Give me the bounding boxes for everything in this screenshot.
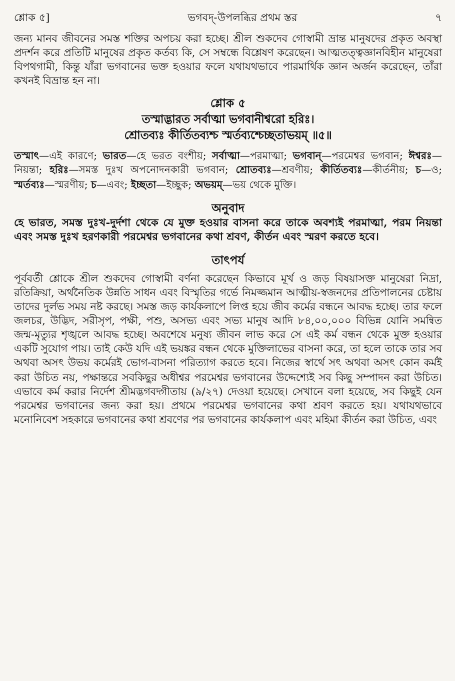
synonym-meaning: ও (431, 165, 439, 177)
translation-heading: অনুবাদ (211, 200, 245, 215)
synonym-word: হরিঃ (49, 165, 69, 177)
purport-heading: তাৎপর্য (211, 252, 245, 267)
chapter-title: ভগবদ্-উপলব্ধির প্রথম স্তর (187, 12, 298, 24)
synonym-meaning: ভয় থেকে মুক্তি (232, 179, 293, 191)
synonym-word: স্মর্তব্যঃ (14, 179, 45, 191)
synonym-meaning: শ্রবণীয় (281, 165, 310, 177)
synonym-word: শ্রোতব্যঃ (235, 165, 272, 177)
synonym-word: অভয়ম্ (194, 179, 223, 191)
running-head (14, 8, 442, 28)
synonym-meaning: কীর্তনীয় (372, 165, 405, 177)
synonym-meaning: পরমেশ্বর ভগবান (331, 151, 400, 163)
synonym-meaning: ইচ্ছুক (166, 179, 189, 191)
synonym-word: চ (91, 179, 97, 191)
synonym-meaning: নিয়ন্তা (14, 165, 39, 177)
synonym-meaning: হে ভরত বংশীয় (136, 151, 203, 163)
synonym-word: ইচ্ছতা (130, 179, 157, 191)
book-page (14, 8, 442, 673)
verse-heading: শ্লোক ৫ (210, 96, 246, 111)
page-number: ৭ (435, 12, 442, 24)
synonym-word: সর্বাত্মা (212, 151, 240, 163)
synonym-word: ঈশ্বরঃ (408, 151, 432, 163)
intro-paragraph: জন্য মানব জীবনের সমস্ত শক্তির অপচয় করা হচ্ছে। শ্রীল শুকদেব গোস্বামী ভ্রান্ত মানুষদের প্রকৃত অবস্থা প্রদর্শন করে প্রতিটি মানুষের প্রকৃত কর্তব্য কি, সে সম্বন্ধে বিশ্লেষণ করেছেন। আত্মতত্ত্বজ্ঞানবিহীন মানুষেরা বিপথগামী, কিন্তু যাঁরা ভগবানের ভক্ত হওয়ার ফলে যথাযথভাবে পারমার্থিক জ্ঞান অর্জন করেছেন, তাঁরা কখনই বিভ্রান্ত হন না। (14, 33, 442, 88)
verse-line: শ্রোতব্যঃ কীর্তিতব্যশ্চ স্মর্তব্যশ্চেচ্ছতাভয়ম্ ॥৫॥ (124, 128, 332, 143)
synonym-meaning: এই কারণে (49, 151, 94, 163)
translation-text: হে ভারত, সমস্ত দুঃখ-দুর্দশা থেকে যে মুক্ত হওয়ার বাসনা করে তাকে অবশ্যই পরমাত্মা, পরম নিয়ন্তা এবং সমস্ত দুঃখ হরণকারী পরমেশ্বর ভগবানের কথা শ্রবণ, কীর্তন এবং স্মরণ করতে হবে। (14, 216, 442, 244)
word-for-word-synonyms: তস্মাৎ—এই কারণে; ভারত—হে ভরত বংশীয়; সর্বাত্মা—পরমাত্মা; ভগবান্—পরমেশ্বর ভগবান; ঈশ্বরঃ—নিয়ন্তা; হরিঃ—সমস্ত দুঃখ অপনোদনকারী ভগবান; শ্রোতব্যঃ—শ্রবণীয়; কীর্তিতব্যঃ—কীর্তনীয়; চ—ও; স্মর্তব্যঃ—স্মরণীয়; চ—এবং; ইচ্ছতা—ইচ্ছুক; অভয়ম্—ভয় থেকে মুক্তি। (14, 151, 443, 191)
synonym-meaning: এবং (106, 179, 125, 191)
purport-text: পূর্ববর্তী শ্লোকে শ্রীল শুকদেব গোস্বামী বর্ণনা করেছেন কিভাবে মূর্খ ও জড় বিষয়াসক্ত মানুষেরা নিদ্রা, রতিক্রিয়া, অর্থনৈতিক উন্নতি সাধন এবং বিস্মৃতির গর্ভে নিমজ্জমান আত্মীয়-স্বজনদের প্রতিপালনের চেষ্টায় তাদের দুর্লভ সময় নষ্ট করছে। সমস্ত জড় কার্যকলাপে লিপ্ত হয়ে জীব কর্মের বন্ধনে আবদ্ধ হচ্ছে। তার ফলে জলচর, উদ্ভিদ, সরীসৃপ, পক্ষী, পশু, অসভ্য এবং সভ্য মানুষ আদি ৮৪,০০,০০০ বিভিন্ন যোনি সমন্বিত জন্ম-মৃত্যুর শৃঙ্খলে আবদ্ধ হচ্ছে। অবশেষে মনুষ্য জীবন লাভ করে সে এই কর্ম বন্ধন থেকে মুক্ত হওয়ার একটি সুযোগ পায়। তাই কেউ যদি এই ভয়ঙ্কর বন্ধন থেকে মুক্তিলাভের বাসনা করে, তা হলে তাকে তার সব অথবা অসৎ উভয় কর্মেরই ভোগ-বাসনা পরিত্যাগ করতে হবে। নিজের স্বার্থে সৎ অথবা অসৎ কোন কর্মই করা উচিত নয়, পক্ষান্তরে সবকিছুর অধীশ্বর পরমেশ্বর ভগবানের উদ্দেশ্যেই সব কিছু সম্পাদন করা উচিত। এভাবে কর্ম করার নির্দেশ শ্রীমদ্ভগবদ্গীতায় (৯/২৭) দেওয়া হয়েছে। সেখানে বলা হয়েছে, সব কিছুই যেন পরমেশ্বর ভগবানের জন্য করা হয়। প্রথমে পরমেশ্বর ভগবানের কথা শ্রবণ করতে হয়। যথাযথভাবে মনোনিবেশ সহকারে ভগবানের কথা শ্রবণের পর ভগবানের কার্যকলাপ এবং মহিমা কীর্তন করা উচিত, এবং (14, 272, 442, 426)
synonym-word: কীর্তিতব্যঃ (320, 165, 363, 177)
synonym-meaning: স্মরণীয় (54, 179, 85, 191)
synonym-word: ভারত (102, 151, 127, 163)
synonym-word: তস্মাৎ (14, 151, 40, 163)
synonym-word: ভগবান্ (292, 151, 322, 163)
synonym-meaning: সমস্ত দুঃখ অপনোদনকারী ভগবান (78, 165, 225, 177)
synonym-meaning: পরমাত্মা (249, 151, 284, 163)
synonym-word: চ (415, 165, 422, 177)
verse-line: তস্মাদ্ভারত সর্বাত্মা ভগবানীশ্বরো হরিঃ। (141, 112, 315, 127)
verse-reference: শ্লোক ৫] (14, 12, 50, 24)
